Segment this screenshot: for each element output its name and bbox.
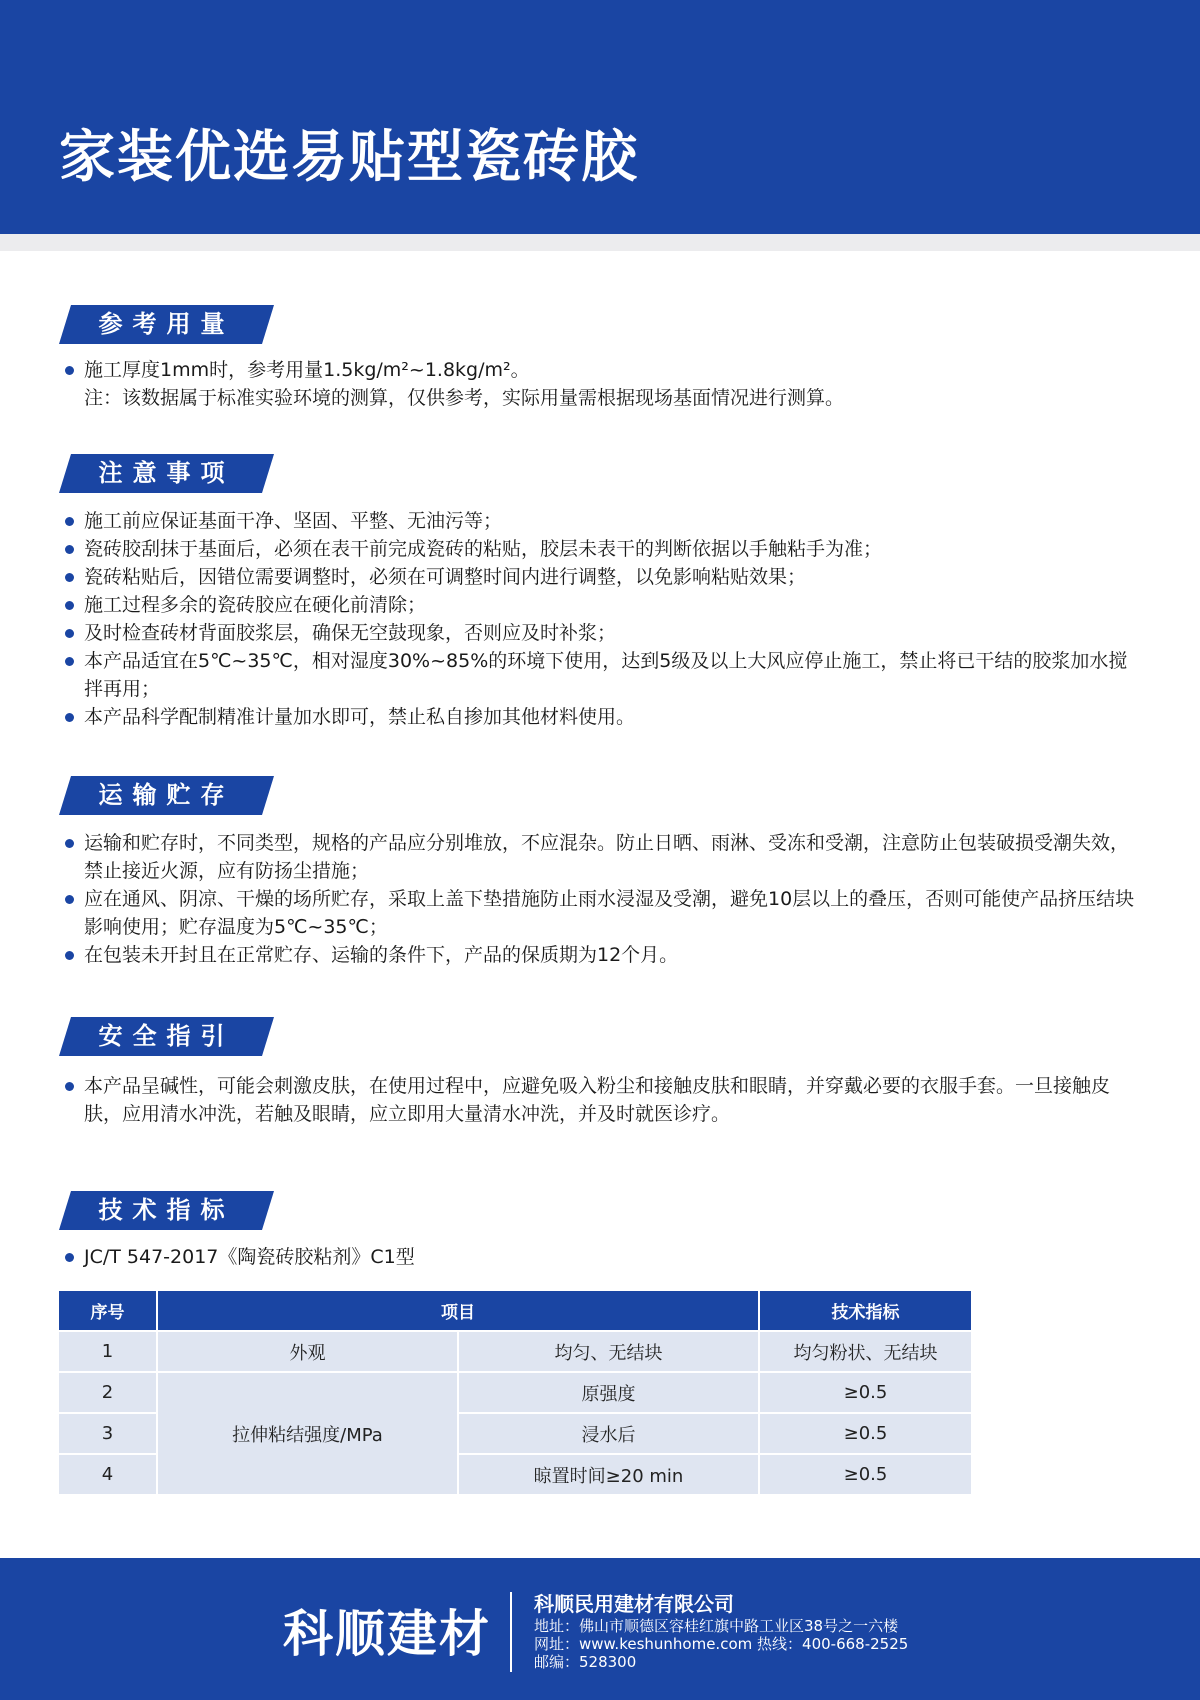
list-item [65,647,1140,703]
list-item [65,535,1140,563]
list-item [65,619,1140,647]
cell-value: ≥0.5 [759,1372,971,1413]
list-item [65,356,1140,412]
list-item-text: 瓷砖粘贴后，因错位需要调整时，必须在可调整时间内进行调整，以免影响粘贴效果； [84,566,807,588]
col-header-item: 项目 [157,1291,759,1331]
cell-item: 拉伸粘结强度/MPa [157,1372,458,1494]
list-item-text: 运输和贮存时，不同类型，规格的产品应分别堆放，不应混杂。防止日晒、雨淋、受冻和受潮，注意防止包装破损受潮失效，禁止接近火源，应有防扬尘措施； [84,832,1130,882]
table-header-row [59,1291,971,1331]
bullet-icon [65,1253,74,1262]
usage-list [65,356,1140,412]
usage-note: 注：该数据属于标准实验环境的测算，仅供参考，实际用量需根据现场基面情况进行测算。 [84,387,845,409]
list-item-text: 本产品科学配制精准计量加水即可，禁止私自掺加其他材料使用。 [84,706,636,728]
section-tag-safety [59,1017,274,1056]
cell-sub: 浸水后 [458,1413,759,1454]
list-item-text: 瓷砖胶刮抹于基面后，必须在表干前完成瓷砖的粘贴，胶层未表干的判断依据以手触粘手为准； [84,538,883,560]
bullet-icon [65,573,74,582]
list-item-text: 本产品呈碱性，可能会刺激皮肤，在使用过程中，应避免吸入粉尘和接触皮肤和眼睛，并穿戴必要的衣服手套。一旦接触皮肤，应用清水冲洗，若触及眼睛，应立即用大量清水冲洗，并及时就医诊疗。 [84,1075,1111,1125]
cell-sub: 原强度 [458,1372,759,1413]
section-title-usage: 参考用量 [98,310,235,338]
storage-list [65,829,1140,969]
list-item-text: 本产品适宜在5℃~35℃，相对湿度30%~85%的环境下使用，达到5级及以上大风应停止施工，禁止将已干结的胶浆加水搅拌再用； [84,650,1128,700]
cell-sub: 均匀、无结块 [458,1331,759,1372]
section-tag-usage [59,305,274,344]
safety-list [65,1072,1140,1128]
bullet-icon [65,366,74,375]
list-item [65,885,1140,941]
address-text: 地址：佛山市顺德区容桂红旗中路工业区38号之一六楼 [534,1617,899,1635]
cell-value: ≥0.5 [759,1454,971,1494]
bullet-icon [65,1082,74,1091]
list-item [65,941,1140,969]
list-item [65,563,1140,591]
standard-text: JC/T 547-2017《陶瓷砖胶粘剂》C1型 [84,1246,415,1268]
website-hotline-line [534,1635,908,1653]
website-text: 网址：www.keshunhome.com [534,1635,753,1653]
list-item-text: 及时检查砖材背面胶浆层，确保无空鼓现象，否则应及时补浆； [84,622,617,644]
cell-value: 均匀粉状、无结块 [759,1331,971,1372]
bullet-icon [65,895,74,904]
notes-list [65,507,1140,731]
bullet-icon [65,601,74,610]
bullet-icon [65,517,74,526]
list-item [65,829,1140,885]
footer-divider [510,1592,512,1672]
postcode-text: 邮编：528300 [534,1653,637,1671]
cell-no: 4 [59,1454,157,1494]
spec-table [59,1291,971,1494]
cell-value: ≥0.5 [759,1413,971,1454]
list-item [65,507,1140,535]
list-item [65,1072,1140,1128]
list-item [65,1243,1140,1271]
list-item [65,703,1140,731]
list-item-text: 应在通风、阴凉、干燥的场所贮存，采取上盖下垫措施防止雨水浸湿及受潮，避免10层以上的叠压，否则可能使产品挤压结块影响使用；贮存温度为5℃~35℃； [84,888,1135,938]
cell-sub: 晾置时间≥20 min [458,1454,759,1494]
bullet-icon [65,713,74,722]
table-row [59,1331,971,1372]
header-divider [0,234,1200,251]
cell-item: 外观 [157,1331,458,1372]
cell-no: 3 [59,1413,157,1454]
bullet-icon [65,951,74,960]
list-item-text: 施工前应保证基面干净、坚固、平整、无油污等； [84,510,503,532]
page-title: 家装优选易贴型瓷砖胶 [59,125,639,190]
list-item-text: 在包装未开封且在正常贮存、运输的条件下，产品的保质期为12个月。 [84,944,679,966]
section-title-notes: 注意事项 [98,459,235,487]
col-header-value: 技术指标 [759,1291,971,1331]
bullet-icon [65,839,74,848]
cell-no: 1 [59,1331,157,1372]
bullet-icon [65,545,74,554]
brand-logo: 科顺建材 [283,1605,491,1663]
table-row [59,1372,971,1413]
company-name: 科顺民用建材有限公司 [534,1592,734,1616]
header-banner [0,0,1200,234]
section-tag-tech [59,1191,274,1230]
cell-no: 2 [59,1372,157,1413]
list-item-text: 施工过程多余的瓷砖胶应在硬化前清除； [84,594,427,616]
contact-info [534,1617,908,1671]
list-item [65,591,1140,619]
usage-line: 施工厚度1mm时，参考用量1.5kg/m²~1.8kg/m²。 [84,359,530,381]
section-tag-storage [59,776,274,815]
section-title-safety: 安全指引 [98,1022,235,1050]
section-title-storage: 运输贮存 [98,781,235,809]
section-title-tech: 技术指标 [98,1196,235,1224]
bullet-icon [65,629,74,638]
tech-list [65,1243,1140,1271]
col-header-no: 序号 [59,1291,157,1331]
bullet-icon [65,657,74,666]
section-tag-notes [59,454,274,493]
hotline-text: 热线：400-668-2525 [757,1635,909,1653]
